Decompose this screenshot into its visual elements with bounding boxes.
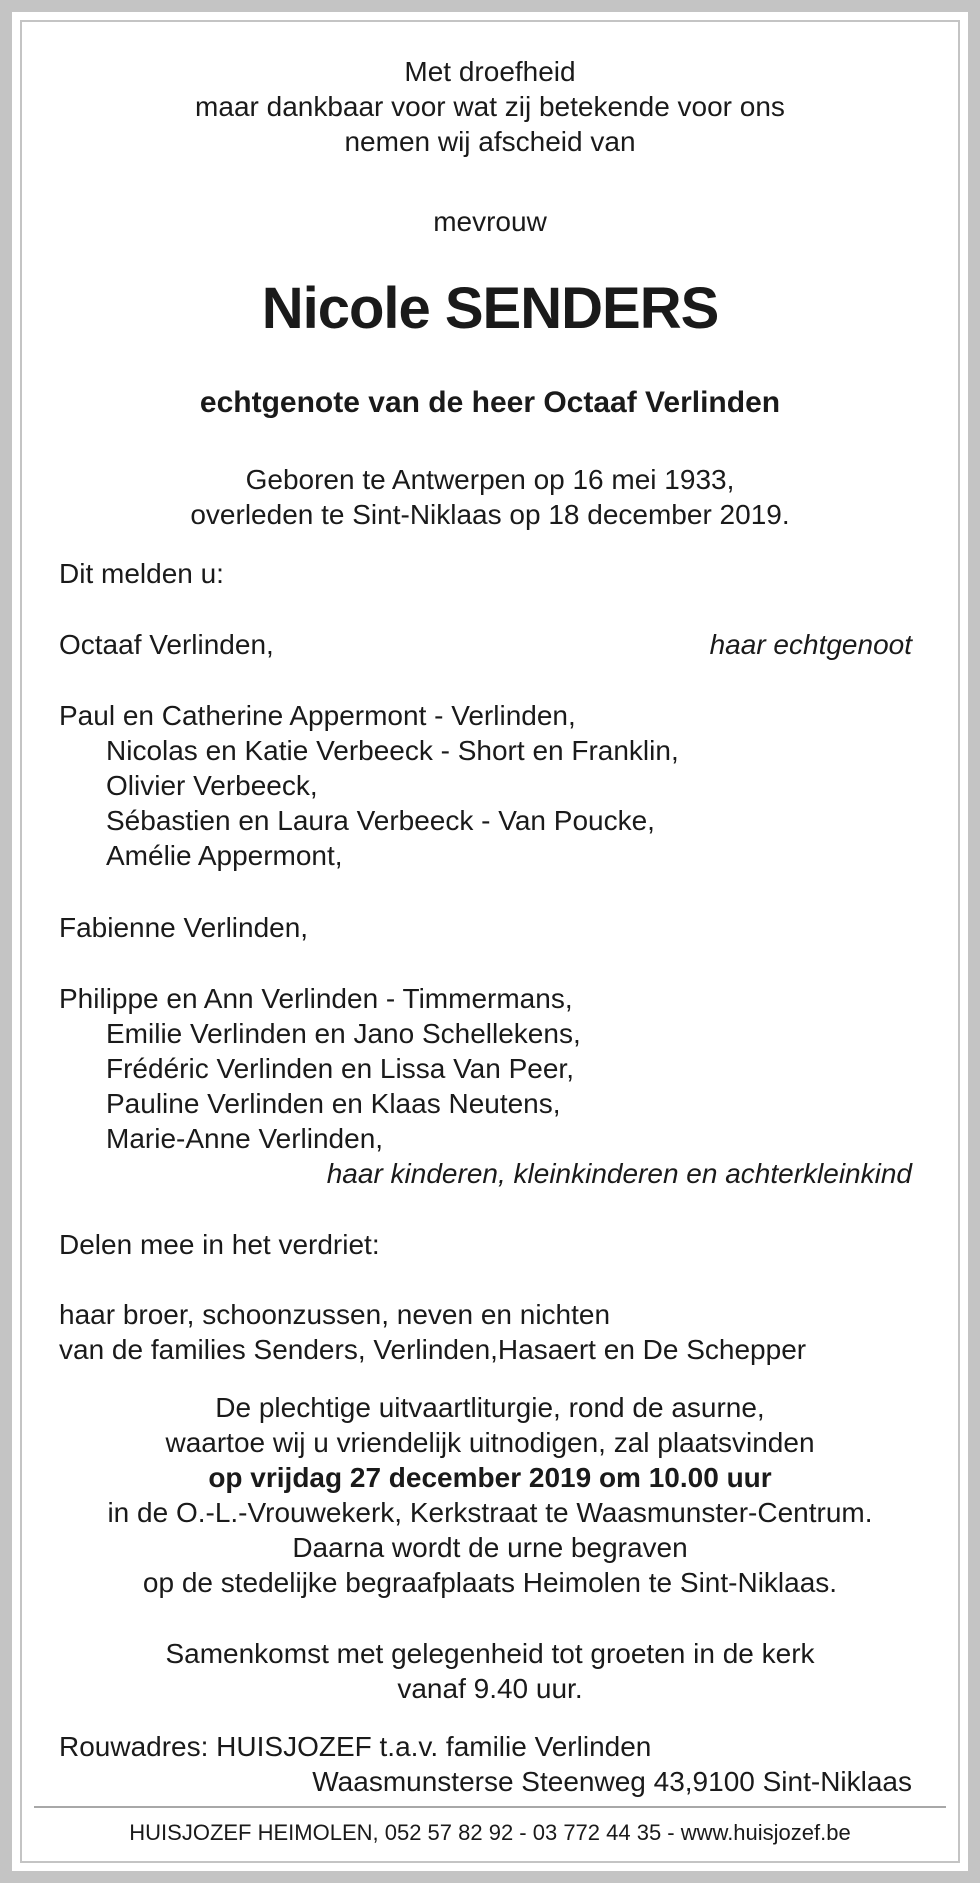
death-line: overleden te Sint-Niklaas op 18 december 2019. (190, 499, 790, 530)
title-prefix: mevrouw (433, 206, 547, 237)
birth-line: Geboren te Antwerpen op 16 mei 1933, (245, 464, 735, 495)
family-3-head: Philippe en Ann Verlinden - Timmermans, (59, 983, 573, 1014)
family-1-member: Olivier Verbeeck, (106, 770, 318, 801)
family-3-member: Marie-Anne Verlinden, (106, 1123, 384, 1154)
ceremony-line-2: waartoe wij u vriendelijk uitnodigen, zal plaatsvinden (165, 1427, 815, 1458)
family-1-head: Paul en Catherine Appermont - Verlinden, (59, 700, 576, 731)
children-role: haar kinderen, kleinkinderen en achterkleinkind (326, 1158, 912, 1189)
ceremony-line-4: in de O.-L.-Vrouwekerk, Kerkstraat te Waasmunster-Centrum. (107, 1497, 873, 1528)
family-3-member: Frédéric Verlinden en Lissa Van Peer, (106, 1053, 574, 1084)
intro-line-3: nemen wij afscheid van (344, 126, 636, 157)
ceremony-line-6: op de stedelijke begraafplaats Heimolen te Sint-Niklaas. (142, 1567, 838, 1598)
ceremony-date: op vrijdag 27 december 2019 om 10.00 uur (208, 1462, 772, 1493)
relatives-line-2: van de families Senders, Verlinden,Hasaert en De Schepper (59, 1334, 807, 1365)
family-3-member: Pauline Verlinden en Klaas Neutens, (106, 1088, 561, 1119)
deceased-name: Nicole SENDERS (261, 276, 719, 341)
family-3-member: Emilie Verlinden en Jano Schellekens, (106, 1018, 581, 1049)
ceremony-line-1: De plechtige uitvaartliturgie, rond de asurne, (215, 1392, 765, 1423)
spouse-role: haar echtgenoot (709, 629, 912, 660)
ceremony-line-5: Daarna wordt de urne begraven (292, 1532, 688, 1563)
gathering-line-2: vanaf 9.40 uur. (397, 1673, 583, 1704)
family-1-member: Amélie Appermont, (106, 840, 343, 871)
footer-contact: HUISJOZEF HEIMOLEN, 052 57 82 92 - 03 772 44 35 - www.huisjozef.be (129, 1820, 851, 1845)
address-line-2: Waasmunsterse Steenweg 43,9100 Sint-Niklaas (312, 1766, 912, 1797)
spouse-line: echtgenote van de heer Octaaf Verlinden (199, 386, 781, 419)
footer-divider (34, 1806, 946, 1808)
gathering-line-1: Samenkomst met gelegenheid tot groeten in de kerk (165, 1638, 815, 1669)
family-1-member: Nicolas en Katie Verbeeck - Short en Franklin, (106, 735, 679, 766)
address-line-1: Rouwadres: HUISJOZEF t.a.v. familie Verlinden (59, 1731, 652, 1762)
family-1-member: Sébastien en Laura Verbeeck - Van Poucke, (106, 805, 655, 836)
family-2-head: Fabienne Verlinden, (59, 912, 309, 943)
spouse-name: Octaaf Verlinden, (59, 629, 274, 660)
relatives-line-1: haar broer, schoonzussen, neven en nichten (59, 1299, 611, 1330)
intro-line-1: Met droefheid (404, 56, 576, 87)
share-label: Delen mee in het verdriet: (59, 1229, 380, 1260)
announce-label: Dit melden u: (59, 558, 224, 589)
intro-line-2: maar dankbaar voor wat zij betekende voor ons (195, 91, 785, 122)
